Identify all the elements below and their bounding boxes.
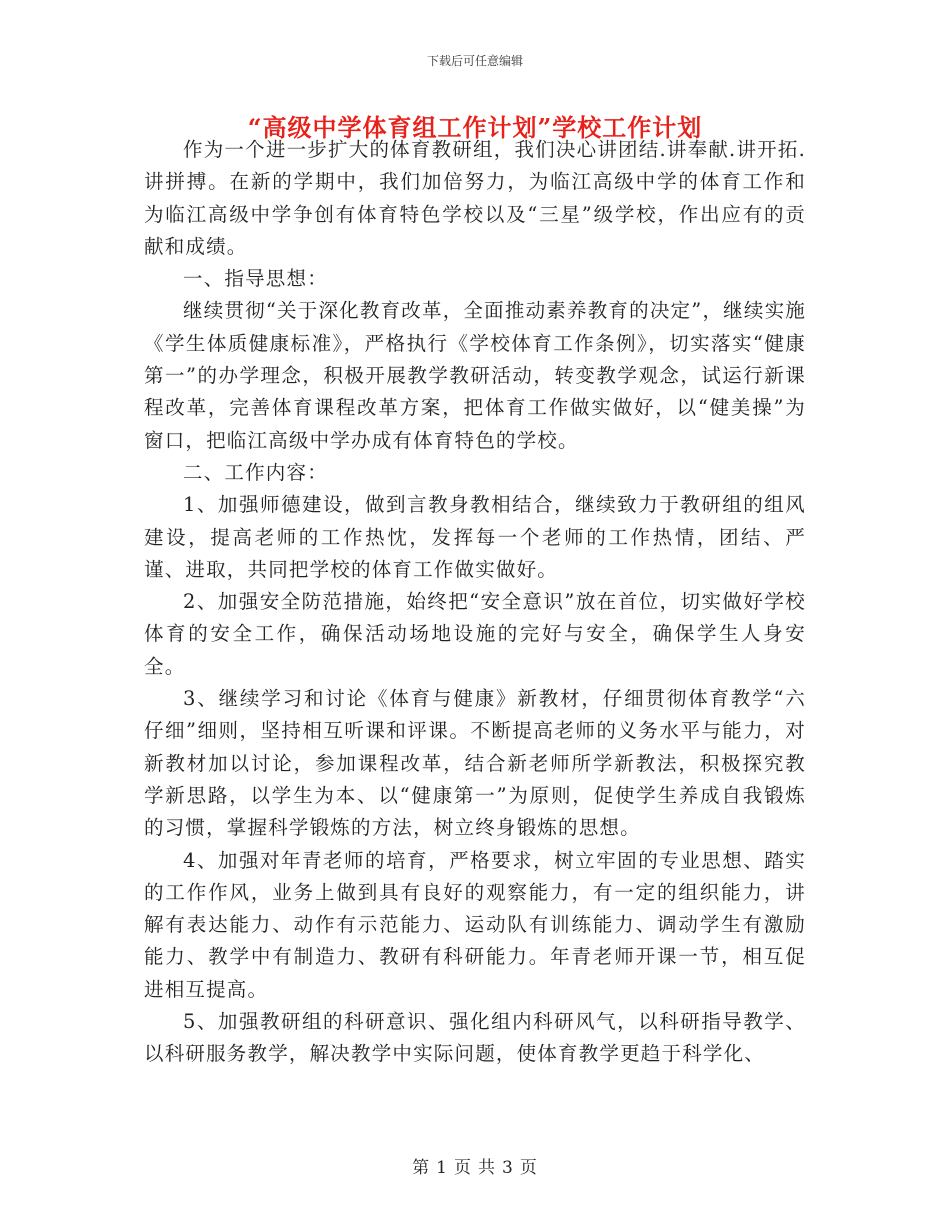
footer-total-word: 共 (478, 1158, 496, 1178)
footer-total-pages: 3 (502, 1158, 514, 1178)
footer-suffix: 页 (519, 1158, 538, 1178)
header-note: 下载后可任意编辑 (426, 54, 523, 68)
section-heading-guiding-ideology: 一、指导思想： (183, 267, 328, 291)
paragraph-guiding-ideology: 继续贯彻“关于深化教育改革，全面推动素养教育的决定”，继续实施《学生体质健康标准》，严格执行《学校体育工作条例》，切实落实“健康第一”的办学理念，积极开展教学教研活动，转变教学观念，试运行新课程改革，完善体育课程改革方案，把体育工作做实做好，以“健美操”为窗口，把临江高级中学办成有体育特色的学校。 (144, 299, 806, 452)
page-footer (0, 1153, 950, 1178)
paragraph-item-3: 3、继续学习和讨论《体育与健康》新教材，仔细贯彻体育教学“六仔细”细则，坚持相互听课和评课。不断提高老师的义务水平与能力，对新教材加以讨论，参加课程改革，结合新老师所学新教法，积极探究教学新思路，以学生为本、以“健康第一”为原则，促使学生养成自我锻炼的习惯，掌握科学锻炼的方法，树立终身锻炼的思想。 (144, 687, 806, 840)
paragraph-intro: 作为一个进一步扩大的体育教研组，我们决心讲团结.讲奉献.讲开拓.讲拼搏。在新的学期中，我们加倍努力，为临江高级中学的体育工作和为临江高级中学争创有体育特色学校以及“三星”级学校，作出应有的贡献和成绩。 (144, 138, 806, 258)
paragraph-item-4: 4、加强对年青老师的培育，严格要求，树立牢固的专业思想、踏实的工作作风，业务上做到具有良好的观察能力，有一定的组织能力，讲解有表达能力、动作有示范能力、运动队有训练能力、调动学生有激励能力、教学中有制造力、教研有科研能力。年青老师开课一节，相互促进相互提高。 (144, 848, 806, 1001)
document-title: “高级中学体育组工作计划”学校工作计划 (247, 113, 703, 142)
footer-page-word: 页 (454, 1158, 472, 1178)
footer-current-page: 1 (436, 1158, 448, 1178)
footer-prefix: 第 (412, 1158, 431, 1178)
document-body (144, 134, 806, 1071)
paragraph-item-2: 2、加强安全防范措施，始终把“安全意识”放在首位，切实做好学校体育的安全工作，确保活动场地设施的完好与安全，确保学生人身安全。 (144, 590, 806, 678)
paragraph-item-1: 1、加强师德建设，做到言教身教相结合，继续致力于教研组的组风建设，提高老师的工作热忱，发挥每一个老师的工作热情，团结、严谨、进取，共同把学校的体育工作做实做好。 (144, 493, 806, 581)
section-heading-work-content: 二、工作内容： (183, 460, 328, 484)
paragraph-item-5: 5、加强教研组的科研意识、强化组内科研风气，以科研指导教学、以科研服务教学，解决教学中实际问题，使体育教学更趋于科学化、 (144, 1010, 806, 1066)
